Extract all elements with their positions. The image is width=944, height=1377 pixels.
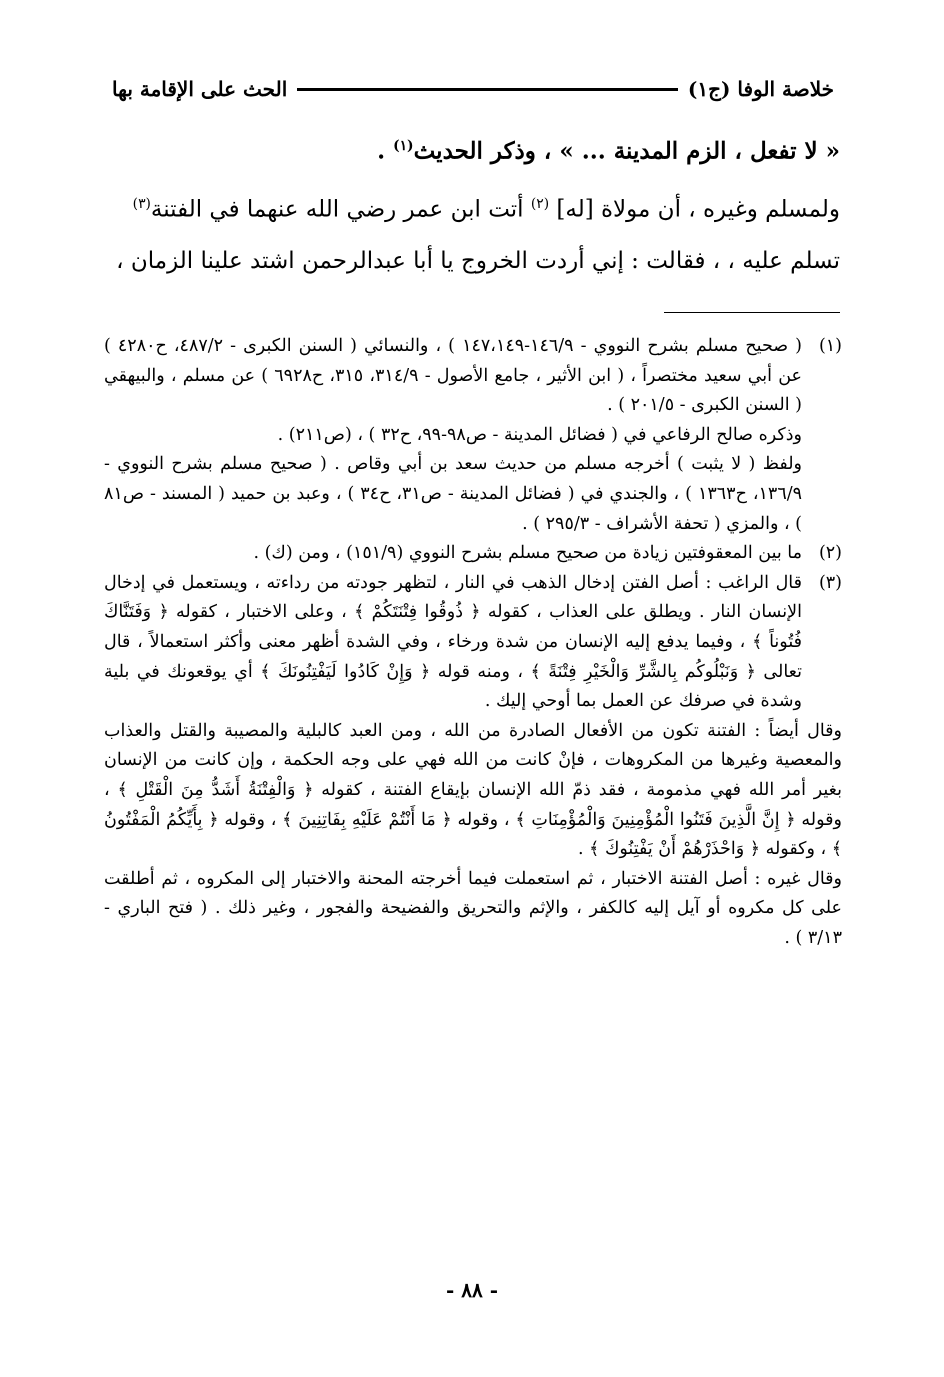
footnote-1-rifai: وذكره صالح الرفاعي في ( فضائل المدينة - ص٩٨-٩٩، ح٣٢ ) ، (ص٢١١) . [277,424,802,445]
footnote-3 [104,569,842,717]
footnote-ref-1[interactable]: (١) [393,138,414,154]
footnote-number: (٢) [818,543,842,564]
footnote-number: (١) [818,336,842,356]
footnote-1 [104,332,842,421]
main-line-3: تسلم عليه ، ، فقالت : إني أردت الخروج يا أبا عبدالرحمن اشتد علينا الزمان ، [116,248,840,275]
footnote-separator [664,312,840,313]
footnote-2 [104,539,842,569]
footnote-1-lafz: ولفظ ( لا يثبت ) أخرجه مسلم من حديث سعد بن أبي وقاص . ( صحيح مسلم بشرح النووي - ١٣٦/٩، ح١٣٦٣ ) ، والجندي في ( فضائل المدينة - ص٣١، ح٣٤ ) ، وعبد بن حميد ( المسند - ص٨١ ) ، والمزي ( تحفة الأشراف - ٢٩٥/٣ ) . [104,454,803,534]
footnote-ref-3[interactable]: (٣) [132,195,151,212]
footnote-3-other: وقال غيره : أصل الفتنة الاختبار ، ثم استعملت فيما أخرجته المحنة والاختبار إلى المكروه ، ثم أطلقت على كل مكروه أو آيل إليه كالكفر ، والإثم والتحريق والفضيحة والفجور ، وغير ذلك . ( فتح الباري - ٣/١٣ ) . [104,868,842,948]
footnotes [104,332,842,953]
footnote-number: (٣) [818,572,842,593]
main-text [110,120,840,287]
header-rule [297,88,678,91]
main-line-2: ولمسلم وغيره ، أن مولاة [له] $^{(٢)}$ أتت ابن عمر رضي الله عنهما في الفتنة$^{(٣)}$ [132,195,840,223]
book-title: خلاصة الوفا (ج١) [687,77,834,101]
main-line-1: « لا تفعل ، الزم المدينة ... » ، وذكر الحديث$^{(١)}$ . [377,137,840,165]
footnote-1-citation: ( صحيح مسلم بشرح النووي - ١٤٦/٩-١٤٧،١٤٩ ) ، والنسائي ( السنن الكبرى - ٤٨٧/٢، ح٤٢٨٠ ) عن أبي سعيد مختصراً ، ( ابن الأثير ، جامع الأصول - ٣١٤/٩، ٣١٥، ح٦٩٢٨ ) عن مسلم ، والبيهقي ( السنن الكبرى - ٢٠١/٥ ) . [104,336,803,416]
page-number: - ٨٨ - [445,1278,498,1302]
footnote-2-text: ما بين المعقوفتين زيادة من صحيح مسلم بشرح النووي (١٥١/٩) ، ومن (ك) . [253,543,802,564]
running-header [112,72,834,106]
footnote-3-raghib: قال الراغب : أصل الفتن إدخال الذهب في النار ، لتظهر جودته من رداءته ، ويستعمل في إدخال الإنسان النار . ويطلق على العذاب ، كقوله ﴿ ذُوقُوا فِتْنَتَكُمْ ﴾ ، وعلى الاختبار ، كقوله ﴿ وَفَتَنَّاكَ فُتُوناً ﴾ ، وفيما يدفع إليه الإنسان من شدة ورخاء ، وفي الشدة أظهر معنى وأكثر استعمالاً ، قال تعالى ﴿ وَنَبْلُوكُم بِالشَّرِّ وَالْخَيْرِ فِتْنَةً ﴾ ، ومنه قوله ﴿ وَإِنْ كَادُوا لَيَفْتِنُونَكَ ﴾ أي يوقعونك في بلية وشدة في صرفك عن العمل بما أوحي إليك . [104,572,802,712]
chapter-title: الحث على الإقامة بها [112,77,288,101]
footnote-ref-2[interactable]: (٢) [530,195,550,212]
footnote-3-also: وقال أيضاً : الفتنة تكون من الأفعال الصادرة من الله ، ومن العبد كالبلية والمصيبة والقتل والعذاب والمعصية وغيرها من المكروهات ، فإنْ كانت من الله فهي على وجه الحكمة ، وإن كانت من الإنسان بغير أمر الله فهي مذمومة ، فقد ذمّ الله الإنسان بإيقاع الفتنة ، كقوله ﴿ وَالْفِتْنَةُ أَشَدُّ مِنَ الْقَتْلِ ﴾ ، وقوله ﴿ إِنَّ الَّذِينَ فَتَنُوا الْمُؤْمِنِينَ وَالْمُؤْمِنَاتِ ﴾ ، وقوله ﴿ مَا أَنْتُمْ عَلَيْهِ بِفَاتِنِينَ ﴾ ، وقوله ﴿ بِأَيِّكُمُ الْمَفْتُونُ ﴾ ، وكقوله ﴿ وَاحْذَرْهُمْ أَنْ يَفْتِنُوكَ ﴾ . [104,720,842,860]
